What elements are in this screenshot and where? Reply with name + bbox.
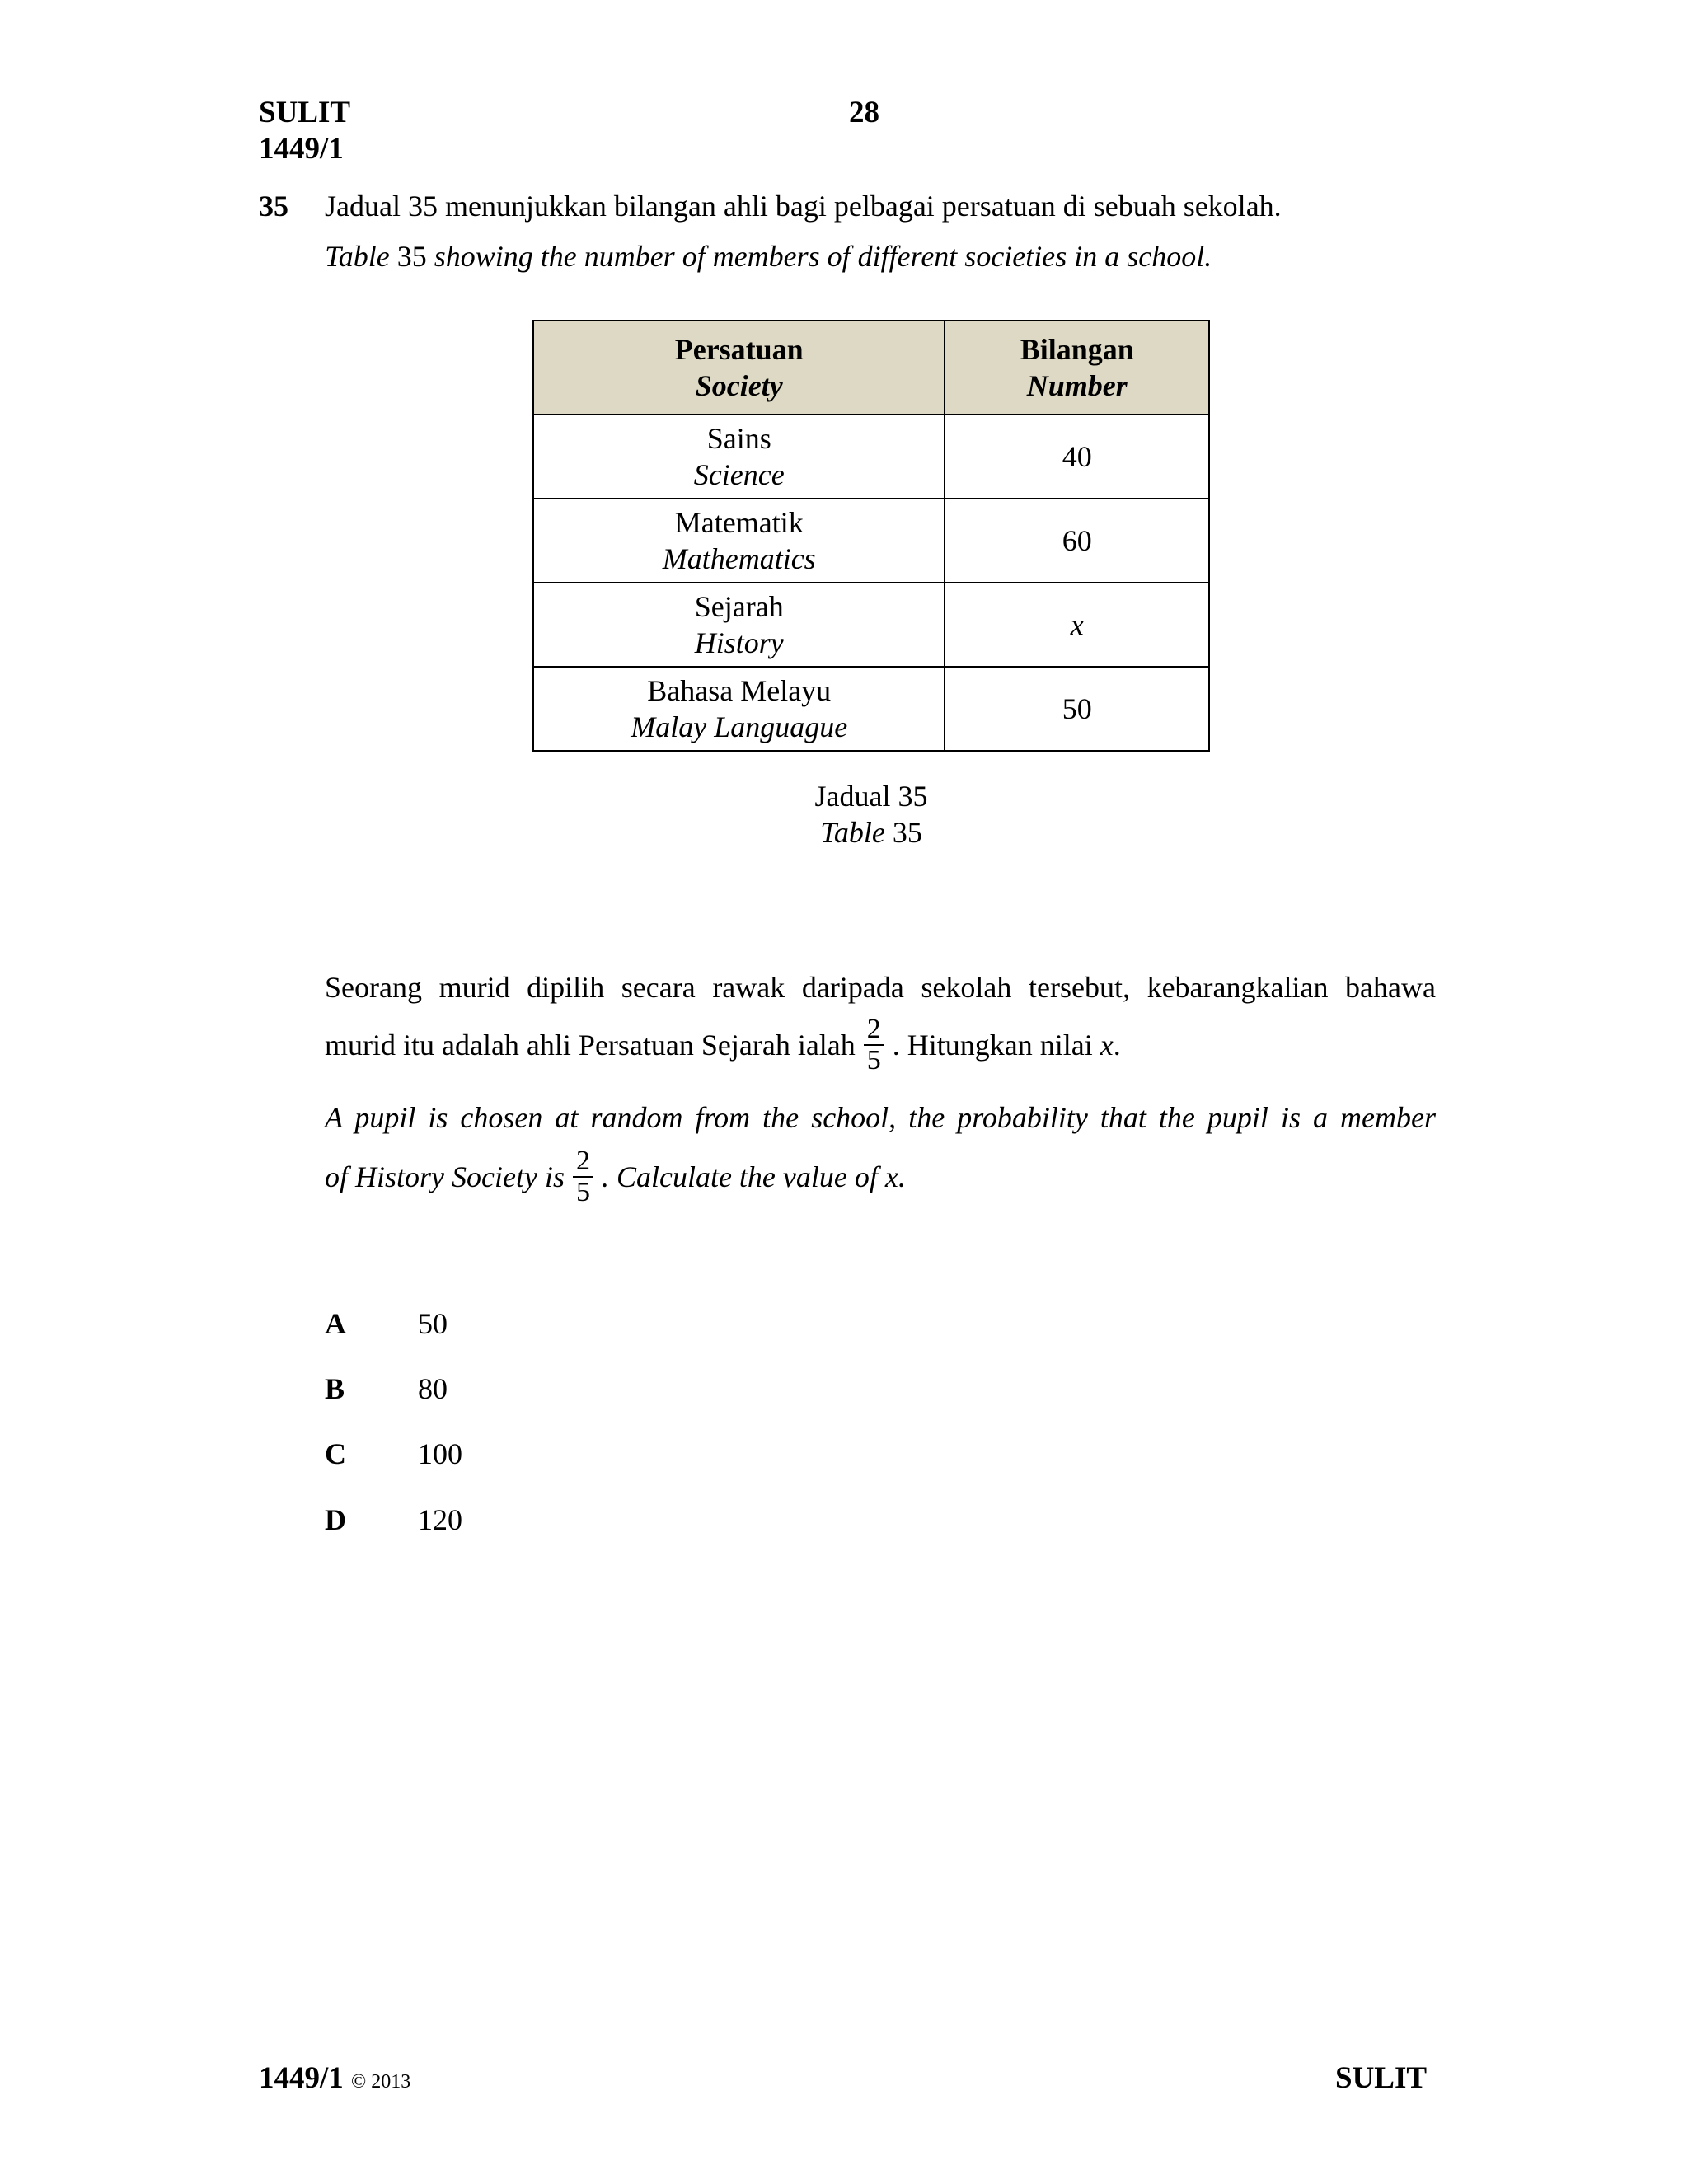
footer-paper-code: 1449/1 <box>259 2061 344 2095</box>
prompt-malay-text: murid itu adalah ahli Persatuan Sejarah ialah <box>325 1029 856 1062</box>
footer-copyright: © 2013 <box>351 2071 411 2093</box>
prompt-english-text: of History Society is <box>325 1160 565 1193</box>
table-caption-english <box>532 814 1210 851</box>
header-society-english: Society <box>695 369 783 402</box>
question-intro-malay: Jadual 35 menunjukkan bilangan ahli bagi pelbagai persatuan di sebuah sekolah. <box>325 190 1282 223</box>
fraction-numerator: 2 <box>864 1015 884 1046</box>
variable-x: x <box>884 1160 898 1193</box>
fraction-numerator: 2 <box>573 1146 593 1178</box>
society-malay: Matematik <box>674 506 804 539</box>
question-number: 35 <box>259 190 288 223</box>
society-english: Malay Languague <box>631 710 848 743</box>
footer-left <box>259 2059 410 2102</box>
option-a[interactable] <box>0 1304 659 1343</box>
society-english: Science <box>693 458 785 491</box>
prompt-english-line1: A pupil is chosen at random from the school, the probability that the pupil is a member <box>325 1101 1436 1134</box>
society-malay: Bahasa Melayu <box>647 674 832 707</box>
table-row <box>533 415 1209 499</box>
society-cell <box>533 583 945 667</box>
fraction-denominator: 5 <box>575 1177 590 1207</box>
question-intro-english: Table 35 showing the number of members of different societies in a school. <box>325 240 1212 273</box>
header-sulit-label: SULIT <box>259 96 351 129</box>
caption-table-number: 35 <box>892 816 922 849</box>
intro-table-word: Table <box>325 240 390 273</box>
option-value: 80 <box>418 1372 448 1405</box>
option-letter: A <box>325 1307 346 1340</box>
option-value: 50 <box>418 1307 448 1340</box>
prompt-malay-line1: Seorang murid dipilih secara rawak daripada sekolah tersebut, kebarangkalian bahawa <box>325 971 1436 1004</box>
number-cell: 60 <box>945 499 1209 583</box>
header-number-english: Number <box>1026 369 1128 402</box>
society-malay: Sains <box>706 422 771 455</box>
society-cell <box>533 499 945 583</box>
page-number: 28 <box>849 96 879 129</box>
period: . <box>1113 1029 1121 1062</box>
table-caption-malay: Jadual 35 <box>814 780 928 813</box>
option-letter: D <box>325 1503 346 1536</box>
table-header-row <box>533 321 1209 415</box>
caption-table-word: Table <box>820 816 885 849</box>
option-letter: B <box>325 1372 345 1405</box>
society-cell <box>533 667 945 751</box>
footer-sulit-label: SULIT <box>1335 2061 1428 2095</box>
option-b[interactable] <box>0 1369 659 1408</box>
prompt-malay-line2 <box>325 1009 1121 1081</box>
table-row <box>533 667 1209 751</box>
prompt-english-calc: . Calculate the value of <box>601 1160 878 1193</box>
header-society <box>533 321 945 415</box>
option-value: 120 <box>418 1503 462 1536</box>
header-paper-code: 1449/1 <box>259 132 344 166</box>
period: . <box>898 1160 906 1193</box>
number-cell: 50 <box>945 667 1209 751</box>
option-c[interactable] <box>0 1434 659 1474</box>
number-cell: 40 <box>945 415 1209 499</box>
probability-fraction <box>864 1015 884 1076</box>
prompt-english-line2 <box>325 1141 906 1213</box>
society-cell <box>533 415 945 499</box>
probability-fraction <box>573 1146 593 1207</box>
society-malay: Sejarah <box>694 590 784 623</box>
header-number <box>945 321 1209 415</box>
option-letter: C <box>325 1437 346 1470</box>
header-society-malay: Persatuan <box>674 333 804 366</box>
society-english: Mathematics <box>662 542 816 575</box>
table-row <box>533 499 1209 583</box>
header-number-malay: Bilangan <box>1020 333 1134 366</box>
number-cell: x <box>945 583 1209 667</box>
fraction-denominator: 5 <box>866 1045 881 1076</box>
option-d[interactable] <box>0 1500 659 1540</box>
table-row <box>533 583 1209 667</box>
intro-english-rest: showing the number of members of different societies in a school. <box>434 240 1212 273</box>
option-value: 100 <box>418 1437 462 1470</box>
prompt-malay-calc: . Hitungkan nilai <box>892 1029 1093 1062</box>
societies-table <box>532 320 1210 752</box>
society-english: History <box>694 626 784 659</box>
variable-x: x <box>1100 1029 1114 1062</box>
